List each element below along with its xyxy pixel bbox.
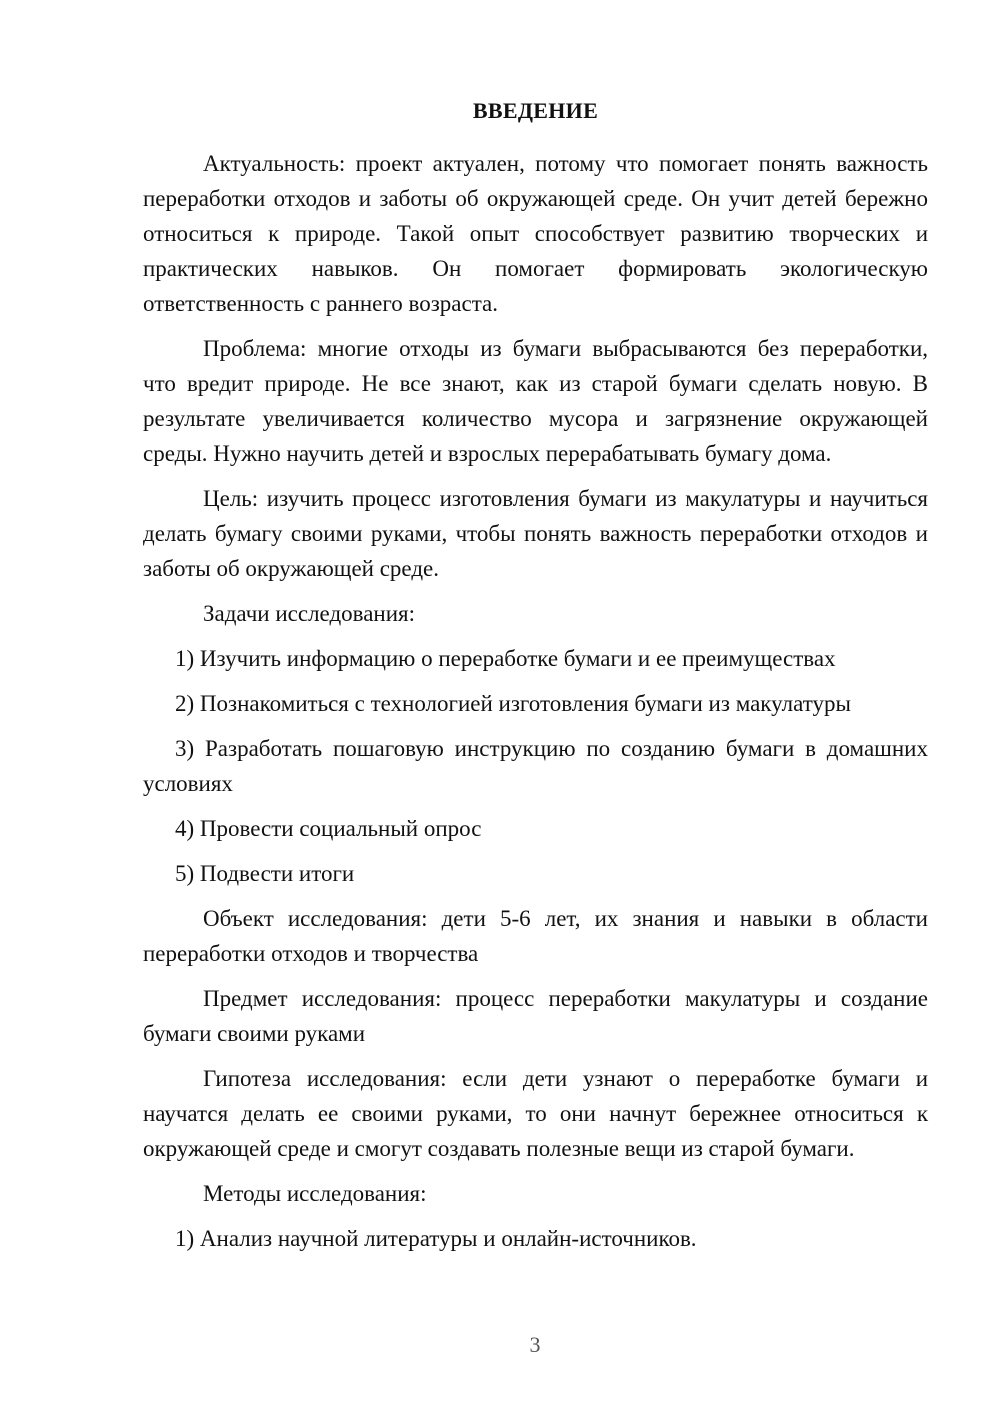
methods-list [143,1221,928,1256]
goal-paragraph: Цель: изучить процесс изготовления бумаги из макулатуры и научиться делать бумагу своими руками, чтобы понять важность переработки отходов и заботы об окружающей среде. [143,486,928,581]
page-content [143,96,928,1266]
tasks-label: Задачи исследования: [203,601,416,626]
relevance-paragraph: Актуальность: проект актуален, потому что помогает понять важность переработки отходов и заботы об окружающей среде. Он учит детей бережно относиться к природе. Такой опыт способствует развитию творческих и практических навыков. Он помогает формировать экологическую ответственность с раннего возраста. [143,151,928,316]
problem-paragraph: Проблема: многие отходы из бумаги выбрасываются без переработки, что вредит природе. Не все знают, как из старой бумаги сделать новую. В результате увеличивается количество мусора и загрязнение окружающей среды. Нужно научить детей и взрослых перерабатывать бумагу дома. [143,336,928,466]
hypothesis-paragraph: Гипотеза исследования: если дети узнают о переработке бумаги и научатся делать ее своими руками, то они начнут бережнее относиться к окружающей среде и смогут создавать полезные вещи из старой бумаги. [143,1066,928,1161]
tasks-list [143,641,928,891]
task-item: 3) Разработать пошаговую инструкцию по созданию бумаги в домашних условиях [143,736,928,796]
task-item: 4) Провести социальный опрос [175,816,482,841]
object-paragraph: Объект исследования: дети 5-6 лет, их знания и навыки в области переработки отходов и творчества [143,906,928,966]
subject-paragraph: Предмет исследования: процесс переработки макулатуры и создание бумаги своими руками [143,986,928,1046]
section-title: ВВЕДЕНИЕ [472,98,599,123]
task-item: 5) Подвести итоги [175,861,355,886]
page-number: 3 [529,1332,541,1357]
task-item: 1) Изучить информацию о переработке бумаги и ее преимуществах [175,646,836,671]
method-item: 1) Анализ научной литературы и онлайн-источников. [175,1226,697,1251]
methods-label: Методы исследования: [203,1181,427,1206]
task-item: 2) Познакомиться с технологией изготовления бумаги из макулатуры [175,691,851,716]
